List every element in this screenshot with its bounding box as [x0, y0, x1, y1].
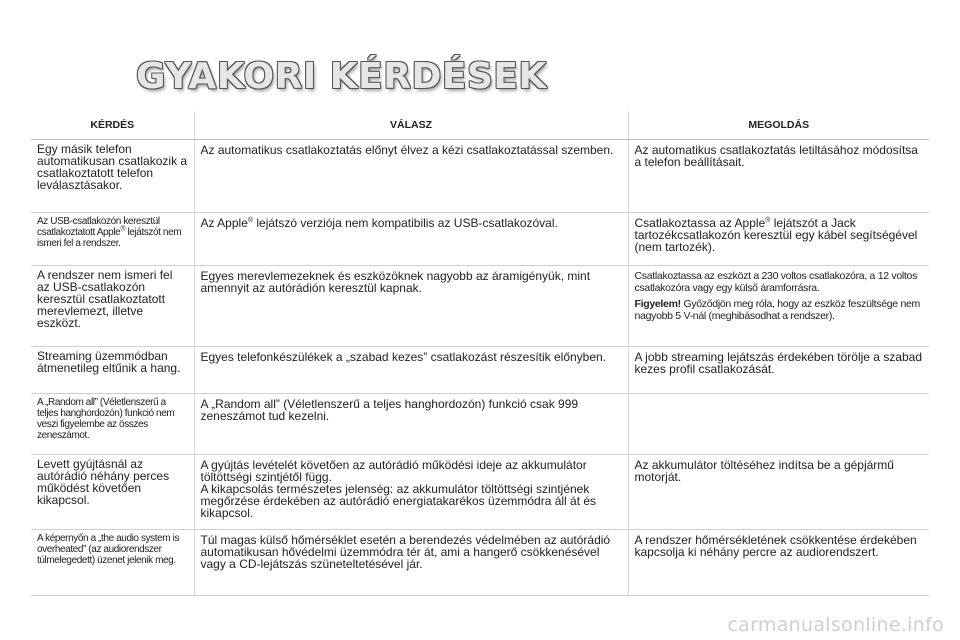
- solution-cell: A rendszer hőmérsékletének csökkentése érdekében kapcsolja ki néhány percre az audiorendszert.: [628, 530, 929, 596]
- question-cell: Levett gyújtásnál az autórádió néhány perces működést követően kikapcsol.: [31, 455, 194, 530]
- table-row: [31, 394, 929, 455]
- answer-cell: Egyes merevlemezeknek és eszközöknek nagyobb az áramigényük, mint amennyit az autórádión keresztül kapnak.: [194, 266, 628, 347]
- warning-label: Figyelem!: [634, 298, 681, 310]
- registered-mark: ®: [247, 217, 254, 224]
- question-cell: Egy másik telefon automatikusan csatlakozik a csatlakoztatott telefon leválasztásakor.: [31, 140, 194, 213]
- answer-cell: Egyes telefonkészülékek a „szabad kezes” csatlakozást részesítik előnyben.: [194, 347, 628, 394]
- answer-text-2: A kikapcsolás természetes jelenség: az akkumulátor töltöttségi szintjének megőrzése érdekében az autórádió energiatakarékos üzemmódra áll át és kikapcsol.: [200, 482, 597, 520]
- registered-mark: ®: [765, 217, 771, 224]
- faq-table: [31, 111, 929, 596]
- table-row: [31, 213, 929, 266]
- answer-cell: A „Random all” (Véletlenszerű a teljes hanghordozón) funkció csak 999 zeneszámot tud kezelni.: [194, 394, 628, 455]
- question-cell: Streaming üzemmódban átmenetileg eltűnik a hang.: [31, 347, 194, 394]
- question-cell: A képernyőn a „the audio system is overheated” (az audiorendszer túlmelegedett) üzenet jelenik meg.: [31, 530, 194, 596]
- table-row: [31, 530, 929, 596]
- question-cell: A „Random all” (Véletlenszerű a teljes hanghordozón) funkció nem veszi figyelembe az összes zeneszámot.: [31, 394, 194, 455]
- answer-cell: [194, 455, 628, 530]
- watermark: carmanualsonline.info: [727, 614, 944, 636]
- column-header-answer: VÁLASZ: [194, 111, 628, 140]
- question-text-pre: Az USB-csatlakozón keresztül csatlakoztatott Apple: [37, 216, 160, 238]
- warning-text: Győződjön meg róla, hogy az eszköz feszültsége nem nagyobb 5 V-nál (meghibásodhat a rendszer).: [634, 298, 920, 322]
- solution-cell: A jobb streaming lejátszás érdekében törölje a szabad kezes profil csatlakozását.: [628, 347, 929, 394]
- registered-mark: ®: [120, 225, 126, 233]
- answer-cell: [194, 213, 628, 266]
- warning-note: [635, 298, 924, 322]
- question-text-post: lejátszót nem ismeri fel a rendszer.: [37, 227, 182, 249]
- column-header-solution: MEGOLDÁS: [628, 111, 929, 140]
- solution-cell: Az akkumulátor töltéséhez indítsa be a gépjármű motorját.: [628, 455, 929, 530]
- question-cell: [31, 213, 194, 266]
- column-header-question: KÉRDÉS: [31, 111, 194, 140]
- solution-cell: [628, 266, 929, 347]
- solution-text-post: lejátszót a Jack tartozékcsatlakozón keresztül egy kábel segítségével (nem tartozék).: [634, 216, 918, 254]
- solution-text-pre: Csatlakoztassa az Apple: [634, 216, 766, 230]
- answer-text-post: lejátszó verziója nem kompatibilis az USB-csatlakozóval.: [253, 216, 558, 230]
- answer-cell: Az automatikus csatlakoztatás előnyt élvez a kézi csatlakoztatással szemben.: [194, 140, 628, 213]
- table-row: [31, 266, 929, 347]
- table-row: [31, 455, 929, 530]
- question-cell: A rendszer nem ismeri fel az USB-csatlakozón keresztül csatlakoztatott merevlemezt, illetve eszközt.: [31, 266, 194, 347]
- table-header-row: [31, 111, 929, 140]
- table-row: [31, 140, 929, 213]
- solution-cell: Az automatikus csatlakoztatás letiltásához módosítsa a telefon beállításait.: [628, 140, 929, 213]
- page-title: GYAKORI KÉRDÉSEK: [136, 56, 547, 97]
- solution-cell: [628, 213, 929, 266]
- solution-text: Csatlakoztassa az eszközt a 230 voltos csatlakozóra, a 12 voltos csatlakozóra vagy egy külső áramforrásra.: [634, 270, 918, 294]
- solution-cell: [628, 394, 929, 455]
- answer-cell: Túl magas külső hőmérséklet esetén a berendezés védelmében az autórádió automatikusan hővédelmi üzemmódra tér át, ami a hangerő csökkenésével vagy a CD-lejátszás szüneteltetésével jár.: [194, 530, 628, 596]
- answer-text-pre: Az Apple: [200, 216, 248, 230]
- table-row: [31, 347, 929, 394]
- answer-text-1: A gyújtás levételét követően az autórádió működési ideje az akkumulátor töltöttségi szintjétől függ.: [200, 458, 587, 484]
